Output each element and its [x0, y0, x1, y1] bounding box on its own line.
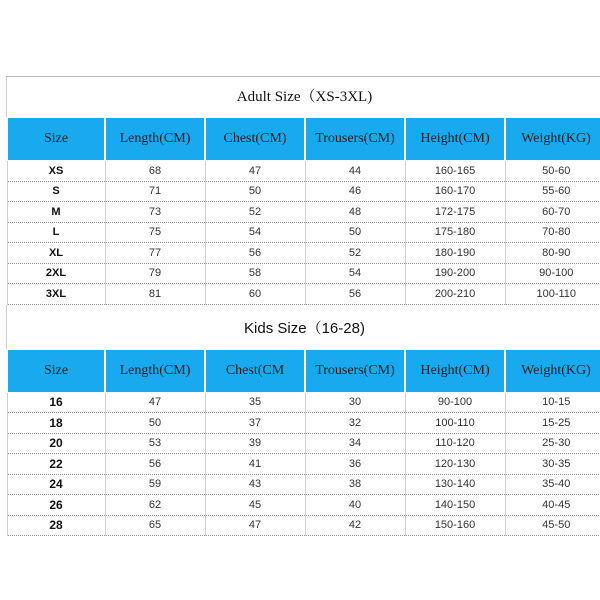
trousers-cell: 44 [305, 161, 405, 182]
weight-cell: 90-100 [505, 263, 600, 284]
kids-header-row [7, 349, 600, 392]
header-weight: Weight(KG) [505, 118, 600, 161]
length-cell: 56 [105, 454, 205, 475]
height-cell: 130-140 [405, 474, 505, 495]
weight-cell: 70-80 [505, 222, 600, 243]
table-row [7, 161, 600, 182]
trousers-cell: 46 [305, 181, 405, 202]
header-length: Length(CM) [105, 118, 205, 161]
adult-header-row [7, 118, 600, 161]
size-cell: M [7, 202, 105, 223]
weight-cell: 10-15 [505, 392, 600, 413]
adult-size-table [6, 117, 600, 305]
header-trousers: Trousers(CM) [305, 118, 405, 161]
size-cell: S [7, 181, 105, 202]
length-cell: 77 [105, 243, 205, 264]
weight-cell: 45-50 [505, 515, 600, 536]
table-row [7, 433, 600, 454]
table-row [7, 495, 600, 516]
length-cell: 73 [105, 202, 205, 223]
size-cell: XS [7, 161, 105, 182]
length-cell: 81 [105, 284, 205, 305]
length-cell: 47 [105, 392, 205, 413]
table-row [7, 454, 600, 475]
size-cell: L [7, 222, 105, 243]
size-cell: 2XL [7, 263, 105, 284]
size-cell: 3XL [7, 284, 105, 305]
header-chest: Chest(CM [205, 349, 305, 392]
kids-size-title: Kids Size（16-28) [6, 309, 600, 349]
length-cell: 75 [105, 222, 205, 243]
trousers-cell: 30 [305, 392, 405, 413]
header-chest: Chest(CM) [205, 118, 305, 161]
header-trousers: Trousers(CM) [305, 349, 405, 392]
chest-cell: 39 [205, 433, 305, 454]
size-cell: 28 [7, 515, 105, 536]
size-cell: 26 [7, 495, 105, 516]
header-size: Size [7, 118, 105, 161]
length-cell: 50 [105, 413, 205, 434]
trousers-cell: 34 [305, 433, 405, 454]
chest-cell: 47 [205, 515, 305, 536]
weight-cell: 15-25 [505, 413, 600, 434]
chest-cell: 47 [205, 161, 305, 182]
trousers-cell: 48 [305, 202, 405, 223]
chest-cell: 52 [205, 202, 305, 223]
chest-cell: 56 [205, 243, 305, 264]
chest-cell: 60 [205, 284, 305, 305]
chest-cell: 58 [205, 263, 305, 284]
height-cell: 120-130 [405, 454, 505, 475]
header-height: Height(CM) [405, 349, 505, 392]
trousers-cell: 42 [305, 515, 405, 536]
header-weight: Weight(KG) [505, 349, 600, 392]
size-cell: 24 [7, 474, 105, 495]
header-height: Height(CM) [405, 118, 505, 161]
table-row [7, 222, 600, 243]
chest-cell: 43 [205, 474, 305, 495]
header-size: Size [7, 349, 105, 392]
weight-cell: 30-35 [505, 454, 600, 475]
size-cell: XL [7, 243, 105, 264]
weight-cell: 80-90 [505, 243, 600, 264]
table-row [7, 181, 600, 202]
height-cell: 160-170 [405, 181, 505, 202]
height-cell: 100-110 [405, 413, 505, 434]
size-cell: 18 [7, 413, 105, 434]
length-cell: 71 [105, 181, 205, 202]
table-row [7, 263, 600, 284]
weight-cell: 60-70 [505, 202, 600, 223]
chest-cell: 41 [205, 454, 305, 475]
kids-size-table [6, 349, 600, 537]
height-cell: 175-180 [405, 222, 505, 243]
weight-cell: 40-45 [505, 495, 600, 516]
trousers-cell: 50 [305, 222, 405, 243]
header-length: Length(CM) [105, 349, 205, 392]
table-row [7, 392, 600, 413]
length-cell: 65 [105, 515, 205, 536]
size-cell: 20 [7, 433, 105, 454]
trousers-cell: 36 [305, 454, 405, 475]
table-row [7, 413, 600, 434]
height-cell: 180-190 [405, 243, 505, 264]
trousers-cell: 32 [305, 413, 405, 434]
chest-cell: 45 [205, 495, 305, 516]
length-cell: 53 [105, 433, 205, 454]
size-cell: 16 [7, 392, 105, 413]
adult-size-title: Adult Size（XS-3XL) [6, 77, 600, 117]
length-cell: 62 [105, 495, 205, 516]
chest-cell: 35 [205, 392, 305, 413]
length-cell: 79 [105, 263, 205, 284]
trousers-cell: 56 [305, 284, 405, 305]
chest-cell: 54 [205, 222, 305, 243]
table-row [7, 474, 600, 495]
trousers-cell: 38 [305, 474, 405, 495]
height-cell: 140-150 [405, 495, 505, 516]
length-cell: 68 [105, 161, 205, 182]
height-cell: 190-200 [405, 263, 505, 284]
weight-cell: 25-30 [505, 433, 600, 454]
height-cell: 172-175 [405, 202, 505, 223]
weight-cell: 55-60 [505, 181, 600, 202]
trousers-cell: 40 [305, 495, 405, 516]
trousers-cell: 54 [305, 263, 405, 284]
height-cell: 160-165 [405, 161, 505, 182]
table-row [7, 243, 600, 264]
size-cell: 22 [7, 454, 105, 475]
table-row [7, 202, 600, 223]
size-chart [6, 76, 600, 536]
height-cell: 110-120 [405, 433, 505, 454]
weight-cell: 35-40 [505, 474, 600, 495]
chest-cell: 50 [205, 181, 305, 202]
table-row [7, 515, 600, 536]
height-cell: 90-100 [405, 392, 505, 413]
height-cell: 150-160 [405, 515, 505, 536]
weight-cell: 50-60 [505, 161, 600, 182]
table-row [7, 284, 600, 305]
chest-cell: 37 [205, 413, 305, 434]
trousers-cell: 52 [305, 243, 405, 264]
weight-cell: 100-110 [505, 284, 600, 305]
height-cell: 200-210 [405, 284, 505, 305]
length-cell: 59 [105, 474, 205, 495]
